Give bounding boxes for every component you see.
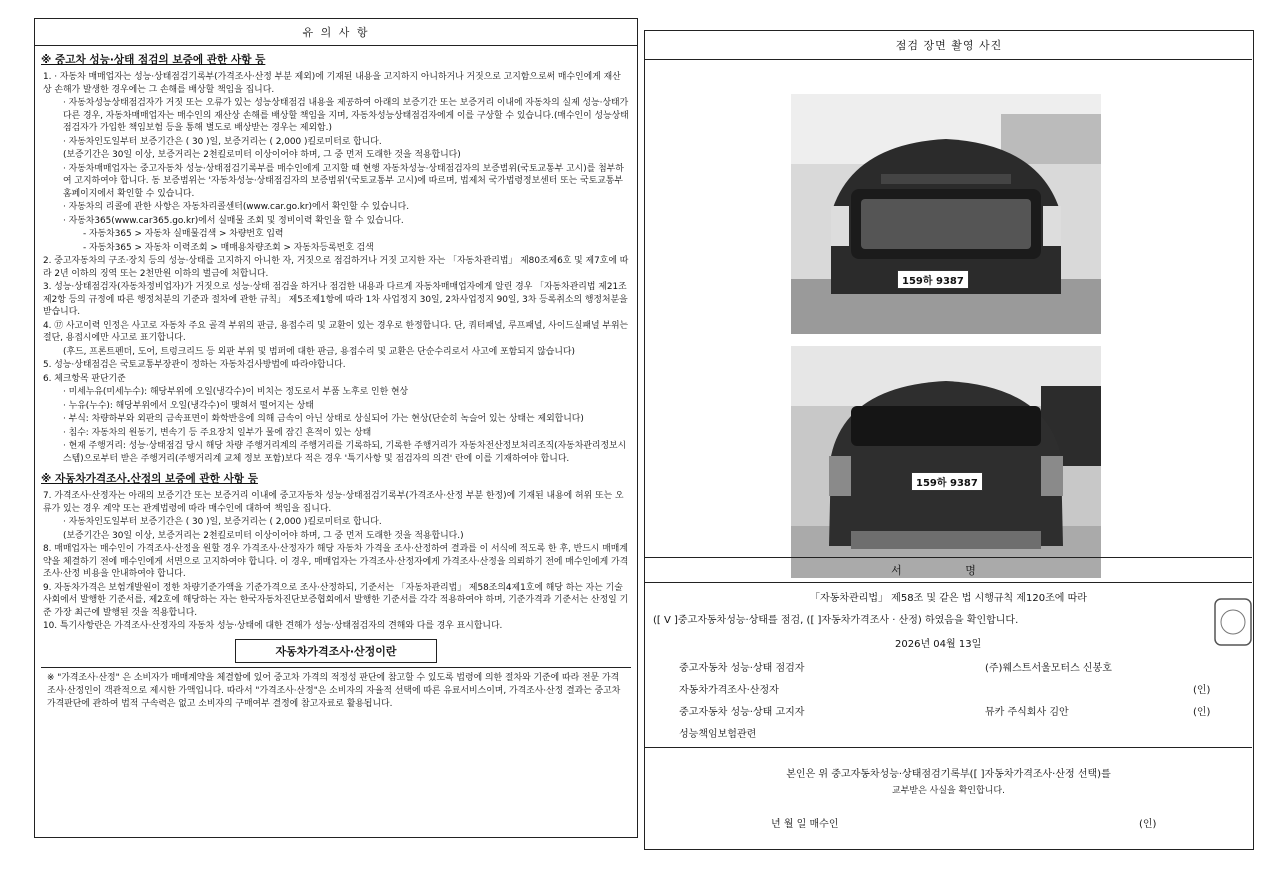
items1-item: (후드, 프론트펜더, 도어, 트렁크리드 등 외판 부위 및 범퍼에 대한 판금, 용접수리 및 교환은 단순수리로서 사고에 포함되지 않습니다)	[63, 346, 575, 357]
items1-item: 2. 중고자동차의 구조·장치 등의 성능·상태를 고지하지 아니한 자, 거짓으로 점검하거나 거짓 고지한 자는 「자동차관리법」 제80조제6호 및 제7호에 따라 2년 이하의 징역 또는 2천만원 이하의 벌금에 처합니다.	[43, 256, 629, 279]
items1-item: 6. 체크항목 판단기준	[43, 373, 126, 384]
signature-row-value: 뮤카 주식회사 김안	[985, 707, 1069, 718]
definition-text: ※ "가격조사·산정" 은 소비자가 매매계약을 체결함에 있어 중고차 가격의 적정성 판단에 참고할 수 있도록 법령에 의한 절차와 기준에 따라 전문 가격조사·산정인이 객관적으로 제시한 가액입니다. 따라서 "가격조사·산정"은 소비자의 자율적 선택에 따른 유료서비스이며, 가격조사·산정 결과는 중고차 가격판단에 관하여 법적 구속력은 없고 소비자의 구매여부 결정에 참고자료로 활용됩니다.	[41, 667, 631, 715]
front-car-photo	[791, 94, 1101, 334]
signature-row-sign: (인)	[1193, 685, 1211, 696]
items2-item: 9. 자동차가격은 보험개발원이 정한 차량기준가액을 기준가격으로 조사·산정하되, 기준서는 「자동차관리법」 제58조의4제1호에 해당 하는 자는 기술사회에서 발행한 기준서를, 제2호에 해당하는 자는 한국자동차진단보증협회에서 발행한 기준서를 각각 적용하여야 하며, 기준가격과 기준서는 산정일 기준 가장 최근에 발행된 것을 적용합니다.	[43, 582, 629, 618]
front-license-plate: 159하 9387	[897, 270, 969, 289]
items1-item: · 미세누유(미세누수): 해당부위에 오일(냉각수)이 비치는 정도로서 부품 노후로 인한 현상	[63, 387, 409, 397]
buyer-divider	[645, 747, 1252, 748]
section2-items	[35, 490, 637, 633]
buyer-date: 년 월 일 매수인	[771, 819, 839, 830]
section2-title: ※ 자동차가격조사.산정의 보증에 관한 사항 등	[41, 473, 258, 485]
company-seal-stamp	[1213, 597, 1253, 647]
items1-item: - 자동차365 > 자동차 실매물검색 > 차량번호 입력	[83, 229, 284, 239]
items1-item: · 자동차인도일부터 보증기간은 ( 30 )일, 보증거리는 ( 2,000 )킬로미터로 합니다.	[63, 136, 382, 147]
buyer-line-2: 교부받은 사실을 확인합니다.	[892, 786, 1005, 796]
items1-item: - 자동차365 > 자동차 이력조회 > 매매용차량조회 > 자동차등록번호 검색	[83, 242, 374, 253]
items1-item: · 자동차성능상태점검자가 거짓 또는 오류가 있는 성능상태점검 내용을 제공하여 아래의 보증기간 또는 보증거리 이내에 자동차의 실제 성능·상태가 다른 경우, 자동차매매업자는 매수인의 재산상 손해를 배상할 책임을 지며, 자동차성능상태점검자에게 이를 구상할 수 있습니다.(매수인이 성능상태점검자가 가입한 책임보험 등을 통해 별도로 배상받는 경우는 제외함.)	[63, 98, 629, 133]
buyer-line-1: 본인은 위 중고자동차성능·상태점검기록부([ ]자동차가격조사·산정 선택)를	[786, 769, 1111, 780]
items1-item: · 부식: 차량하부와 외판의 금속표면이 화학반응에 의해 금속이 아닌 상태로 상실되어 가는 현상(단순히 녹슬어 있는 상태는 제외합니다)	[63, 414, 584, 424]
items1-item: · 누유(누수): 해당부위에서 오일(냉각수)이 맺혀서 떨어지는 상태	[63, 400, 314, 411]
items2-item: (보증기간은 30일 이상, 보증거리는 2천킬로미터 이상이어야 하며, 그 중 먼저 도래한 것을 적용합니다.)	[63, 530, 464, 541]
items2-item: 10. 특기사항란은 가격조사·산정자의 자동차 성능·상태에 대한 견해가 성능·상태점검자의 견해와 다를 경우 표시합니다.	[43, 621, 503, 631]
items1-item: · 자동차365(www.car365.go.kr)에서 실매물 조회 및 정비이력 확인을 할 수 있습니다.	[63, 215, 404, 226]
items1-item: · 자동차매매업자는 중고자동차 성능·상태점검기록부를 매수인에게 고지할 때 현행 자동차성능·상태점검자의 보증범위(국토교통부 고시)를 첨부하여 고지하여야 합니다. 동 보증범위는 '자동차성능·상태점검자의 보증범위'(국토교통부 고시)에 따르며, 법제처 국가법령정보센터 또는 국토교통부 홈페이지에서 확인할 수 있습니다.	[63, 163, 624, 199]
signature-row-label: 자동차가격조사·산정자	[679, 685, 779, 696]
photo-sign-panel	[644, 30, 1254, 850]
notice-title: 유 의 사 항	[35, 19, 637, 46]
rear-license-plate: 159하 9387	[911, 472, 983, 491]
buyer-sign: (인)	[1139, 819, 1157, 830]
photo-title: 점검 장면 촬영 사진	[895, 39, 1003, 52]
signature-row-label: 중고자동차 성능·상태 점검자	[679, 663, 805, 674]
items1-item: 3. 성능·상태점검자(자동차정비업자)가 거짓으로 성능·상태 점검을 하거나 점검한 내용과 다르게 자동차매매업자에게 알린 경우 「자동차관리법 제21조제2항 등의 규정에 따른 행정처분의 기준과 절차에 관한 규칙」 제5조제1항에 따라 1차 사업정지 30일, 2차사업정지 90일, 3차 등록취소의 행정처분을 받습니다.	[43, 282, 628, 317]
signature-row-label: 중고자동차 성능·상태 고지자	[679, 707, 805, 718]
items2-item: · 자동차인도일부터 보증기간은 ( 30 )일, 보증거리는 ( 2,000 )킬로미터로 합니다.	[63, 517, 382, 527]
items1-item: 1. · 자동차 매매업자는 성능·상태점검기록부(가격조사·산정 부분 제외)에 기재된 내용을 고지하지 아니하거나 거짓으로 고지함으로써 매수인에게 재산상 손해가 발생한 경우에는 그 손해를 배상할 책임을 집니다.	[43, 72, 621, 95]
signature-row-value: (주)웨스트서울모터스 신봉호	[985, 663, 1112, 674]
sign-date: 2026년 04월 13일	[895, 639, 982, 650]
section1-items	[35, 71, 637, 465]
notice-panel	[34, 18, 638, 838]
law-line: 「자동차관리법」 제58조 및 같은 법 시행규칙 제120조에 따라	[810, 593, 1087, 604]
rear-car-image	[791, 346, 1101, 578]
signature-title: 서 명	[645, 557, 1252, 583]
front-car-image	[791, 94, 1101, 334]
confirm-line: ([ V ]중고자동차성능·상태를 점검, ([ ]자동차가격조사 · 산정) 하였음을 확인합니다.	[653, 615, 1019, 626]
items2-item: 8. 매매업자는 매수인이 가격조사·산정을 원할 경우 가격조사·산정자가 해당 자동차 가격을 조사·산정하여 결과를 이 서식에 적도록 한 후, 반드시 매매계약을 체결하기 전에 매수인에게 서면으로 고지하여야 합니다. 이 경우, 매매업자는 가격조사·산정자에게 가격조사·산정을 의뢰하기 전에 매수인에게 가격조사·산정 비용을 안내하여야 합니다.	[43, 544, 629, 579]
photo-area	[645, 59, 1252, 550]
items2-item: 7. 가격조사·산정자는 아래의 보증기간 또는 보증거리 이내에 중고자동차 성능·상태점검기록부(가격조사·산정 부분 한정)에 기재된 내용에 허위 또는 오류가 있는 경우 계약 또는 관계법령에 따라 매수인에 대하여 책임을 집니다.	[43, 491, 624, 514]
items1-item: (보증기간은 30일 이상, 보증거리는 2천킬로미터 이상이어야 하며, 그 중 먼저 도래한 것을 적용합니다)	[63, 150, 461, 160]
items1-item: · 침수: 자동차의 원동기, 변속기 등 주요장치 일부가 물에 잠긴 흔적이 있는 상태	[63, 427, 372, 438]
signature-row-sign: (인)	[1193, 707, 1211, 718]
signature-row-label: 성능책임보험관련	[679, 729, 757, 740]
items1-item: 5. 성능·상태점검은 국토교통부장관이 정하는 자동차검사방법에 따라야합니다.	[43, 360, 346, 370]
definition-box-title: 자동차가격조사·산정이란	[235, 639, 437, 663]
rear-car-photo	[791, 346, 1101, 578]
items1-item: · 자동차의 리콜에 관한 사항은 자동차리콜센터(www.car.go.kr)에서 확인할 수 있습니다.	[63, 202, 410, 212]
items1-item: 4. ⑰ 사고이력 인정은 사고로 자동차 주요 골격 부위의 판금, 용접수리 및 교환이 있는 경우로 한정합니다. 단, 쿼터패널, 루프패널, 사이드실패널 부위는 절단, 용접시에만 사고로 표기합니다.	[43, 320, 629, 343]
section1-title: ※ 중고차 성능·상태 점검의 보증에 관한 사항 등	[41, 54, 266, 66]
items1-item: · 현재 주행거리: 성능·상태점검 당시 해당 차량 주행거리계의 주행거리를 기록하되, 기록한 주행거리가 자동차전산정보처리조직(자동차관리정보시스템)으로부터 받은 주행거리(주행거리계 교체 정보 포함)보다 적은 경우 '특기사항 및 점검자의 의견' 란에 이를 기재하여야 합니다.	[63, 441, 627, 464]
